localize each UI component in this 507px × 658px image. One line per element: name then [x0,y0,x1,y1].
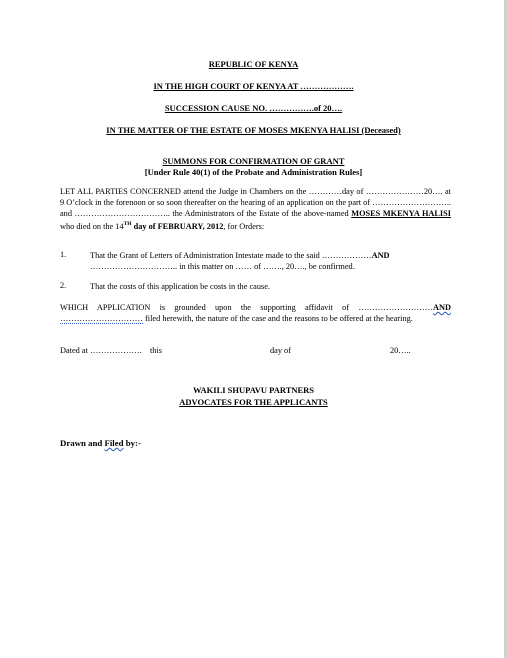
dated-at: Dated at ………………. [60,346,142,355]
summons-title: SUMMONS FOR CONFIRMATION OF GRANT [162,156,345,166]
filed-word: Filed [104,438,124,448]
dated-year: 20….. [390,346,411,355]
death-date: FEBRUARY, 2012 [157,221,224,231]
which-text-2: filed herewith, the nature of the case and the reasons to be offered at the hearing. [142,314,413,323]
drawn-text-2: by:- [123,438,141,448]
cause-heading: SUCCESSION CAUSE NO. …………….of 20…. [164,103,343,113]
deceased-name: MOSES MKENYA HALISI [351,209,451,218]
intro-text-2: who died on the 14 [60,221,124,231]
which-application-paragraph [60,302,451,324]
intro-text: LET ALL PARTIES CONCERNED attend the Judge in Chambers on the …………day of …………………20…. at 9 O’clock in the forenoon or so soon thereafter on the hearing of an application on the part of ……………………….. and …………………………….. the Administrators of the Estate of the above-named [60,187,451,218]
dated-line [60,346,451,358]
which-text: WHICH APPLICATION is grounded upon the supporting affidavit of ……………………… [60,303,434,312]
which-and: AND [433,303,451,312]
order-1-text [90,250,451,272]
firm-name: WAKILI SHUPAVU PARTNERS [192,385,315,395]
order-1-text-part: That the Grant of Letters of Administration Intestate made to the said ……………… [90,251,372,260]
order-1-number: 1. [60,250,67,259]
order-2-number: 2. [60,281,67,290]
summons-subtitle: [Under Rule 40(1) of the Probate and Administration Rules] [144,167,363,177]
dated-day: day of [270,346,291,355]
matter-heading: IN THE MATTER OF THE ESTATE OF MOSES MKENYA HALISI (Deceased) [106,125,401,135]
drawn-text: Drawn and [60,438,105,448]
court-heading: IN THE HIGH COURT OF KENYA AT ………………. [153,81,354,91]
order-1-text-part-2: ………………………….. in this matter on …… of ……., 20…., be confirmed. [90,262,355,271]
republic-heading: REPUBLIC OF KENYA [208,59,299,69]
dated-this: this [150,346,162,355]
intro-text-3: day of [131,221,158,231]
intro-paragraph [60,186,451,232]
intro-text-4: , for Orders: [223,221,265,231]
intro-superscript: TH [123,221,132,227]
drawn-and-filed [60,438,141,448]
which-dots: ………………………… [60,314,143,323]
firm-role: ADVOCATES FOR THE APPLICANTS [179,397,328,407]
order-1-and: AND [371,251,390,260]
order-2-text: That the costs of this application be costs in the cause. [90,282,270,291]
